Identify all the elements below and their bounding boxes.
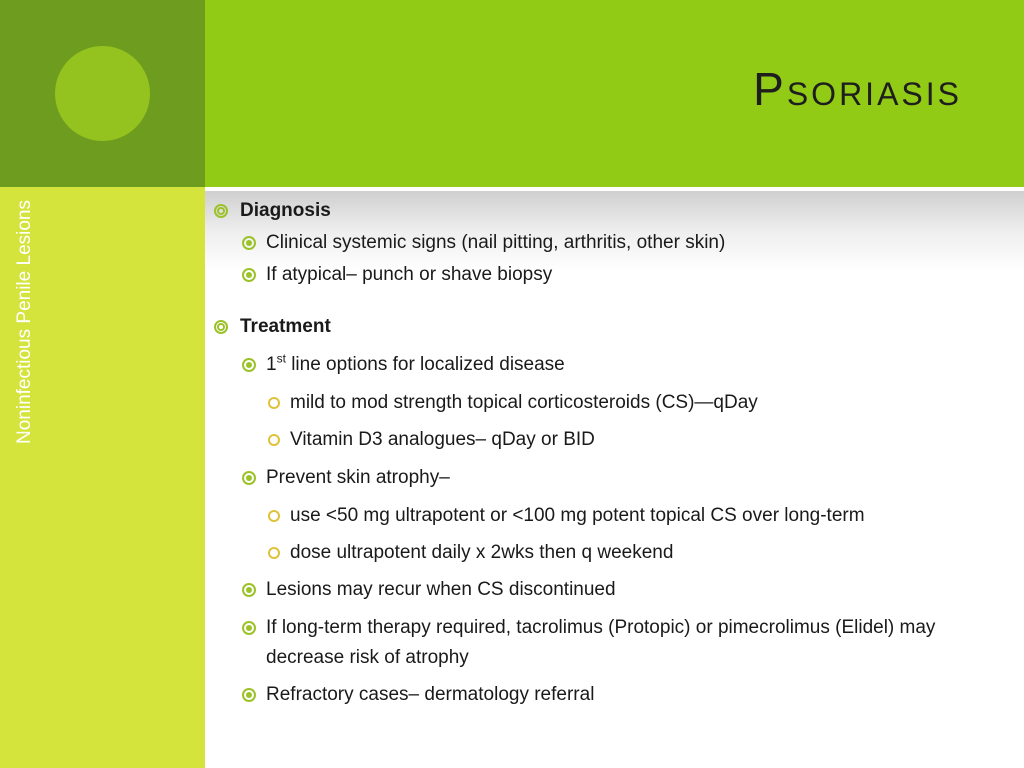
diagnosis-item-1: Clinical systemic signs (nail pitting, arthritis, other skin) <box>266 232 726 253</box>
side-label <box>14 172 36 472</box>
diagnosis-heading: Diagnosis <box>240 200 331 221</box>
ring-bullet-icon <box>268 434 280 446</box>
dot-ring-bullet-icon <box>242 358 256 372</box>
first-line-sup: st <box>276 351 286 366</box>
list-item <box>242 262 552 288</box>
refractory-cases: Refractory cases– dermatology referral <box>266 684 595 705</box>
list-item <box>268 503 865 529</box>
decorative-circle <box>55 46 150 141</box>
list-item <box>242 230 725 256</box>
list-item <box>268 540 673 566</box>
double-ring-bullet-icon <box>214 320 228 334</box>
atrophy-item-1: use <50 mg ultrapotent or <100 mg potent topical CS over long-term <box>290 505 865 526</box>
long-term-therapy: If long-term therapy required, tacrolimus (Protopic) or pimecrolimus (Elidel) may decrease risk of atrophy <box>266 617 936 668</box>
bullet-diagnosis <box>214 198 331 224</box>
first-line-item-2: Vitamin D3 analogues– qDay or BID <box>290 429 595 450</box>
atrophy-item-2: dose ultrapotent daily x 2wks then q weekend <box>290 542 674 563</box>
lesions-recur: Lesions may recur when CS discontinued <box>266 579 616 600</box>
ring-bullet-icon <box>268 510 280 522</box>
list-item <box>242 577 616 603</box>
first-line-prefix: 1 <box>266 354 277 375</box>
bullet-treatment <box>214 314 331 340</box>
first-line-item-1: mild to mod strength topical corticosteroids (CS)—qDay <box>290 392 758 413</box>
list-item <box>268 427 595 453</box>
dot-ring-bullet-icon <box>242 621 256 635</box>
side-label-text: Noninfectious Penile Lesions <box>14 200 35 444</box>
list-item <box>242 352 565 378</box>
corner-block <box>0 0 205 187</box>
dot-ring-bullet-icon <box>242 236 256 250</box>
first-line-suffix: line options for localized disease <box>285 354 565 375</box>
list-item <box>242 682 594 708</box>
list-item <box>242 615 982 673</box>
dot-ring-bullet-icon <box>242 583 256 597</box>
dot-ring-bullet-icon <box>242 471 256 485</box>
double-ring-bullet-icon <box>214 204 228 218</box>
list-item <box>268 390 758 416</box>
dot-ring-bullet-icon <box>242 268 256 282</box>
first-line-options <box>266 352 565 378</box>
prevent-atrophy: Prevent skin atrophy– <box>266 467 450 488</box>
ring-bullet-icon <box>268 547 280 559</box>
title-band <box>205 0 1024 187</box>
slide-title: Psoriasis <box>753 63 962 115</box>
list-item <box>242 465 450 491</box>
dot-ring-bullet-icon <box>242 688 256 702</box>
diagnosis-item-2: If atypical– punch or shave biopsy <box>266 264 553 285</box>
treatment-heading: Treatment <box>240 316 331 337</box>
ring-bullet-icon <box>268 397 280 409</box>
